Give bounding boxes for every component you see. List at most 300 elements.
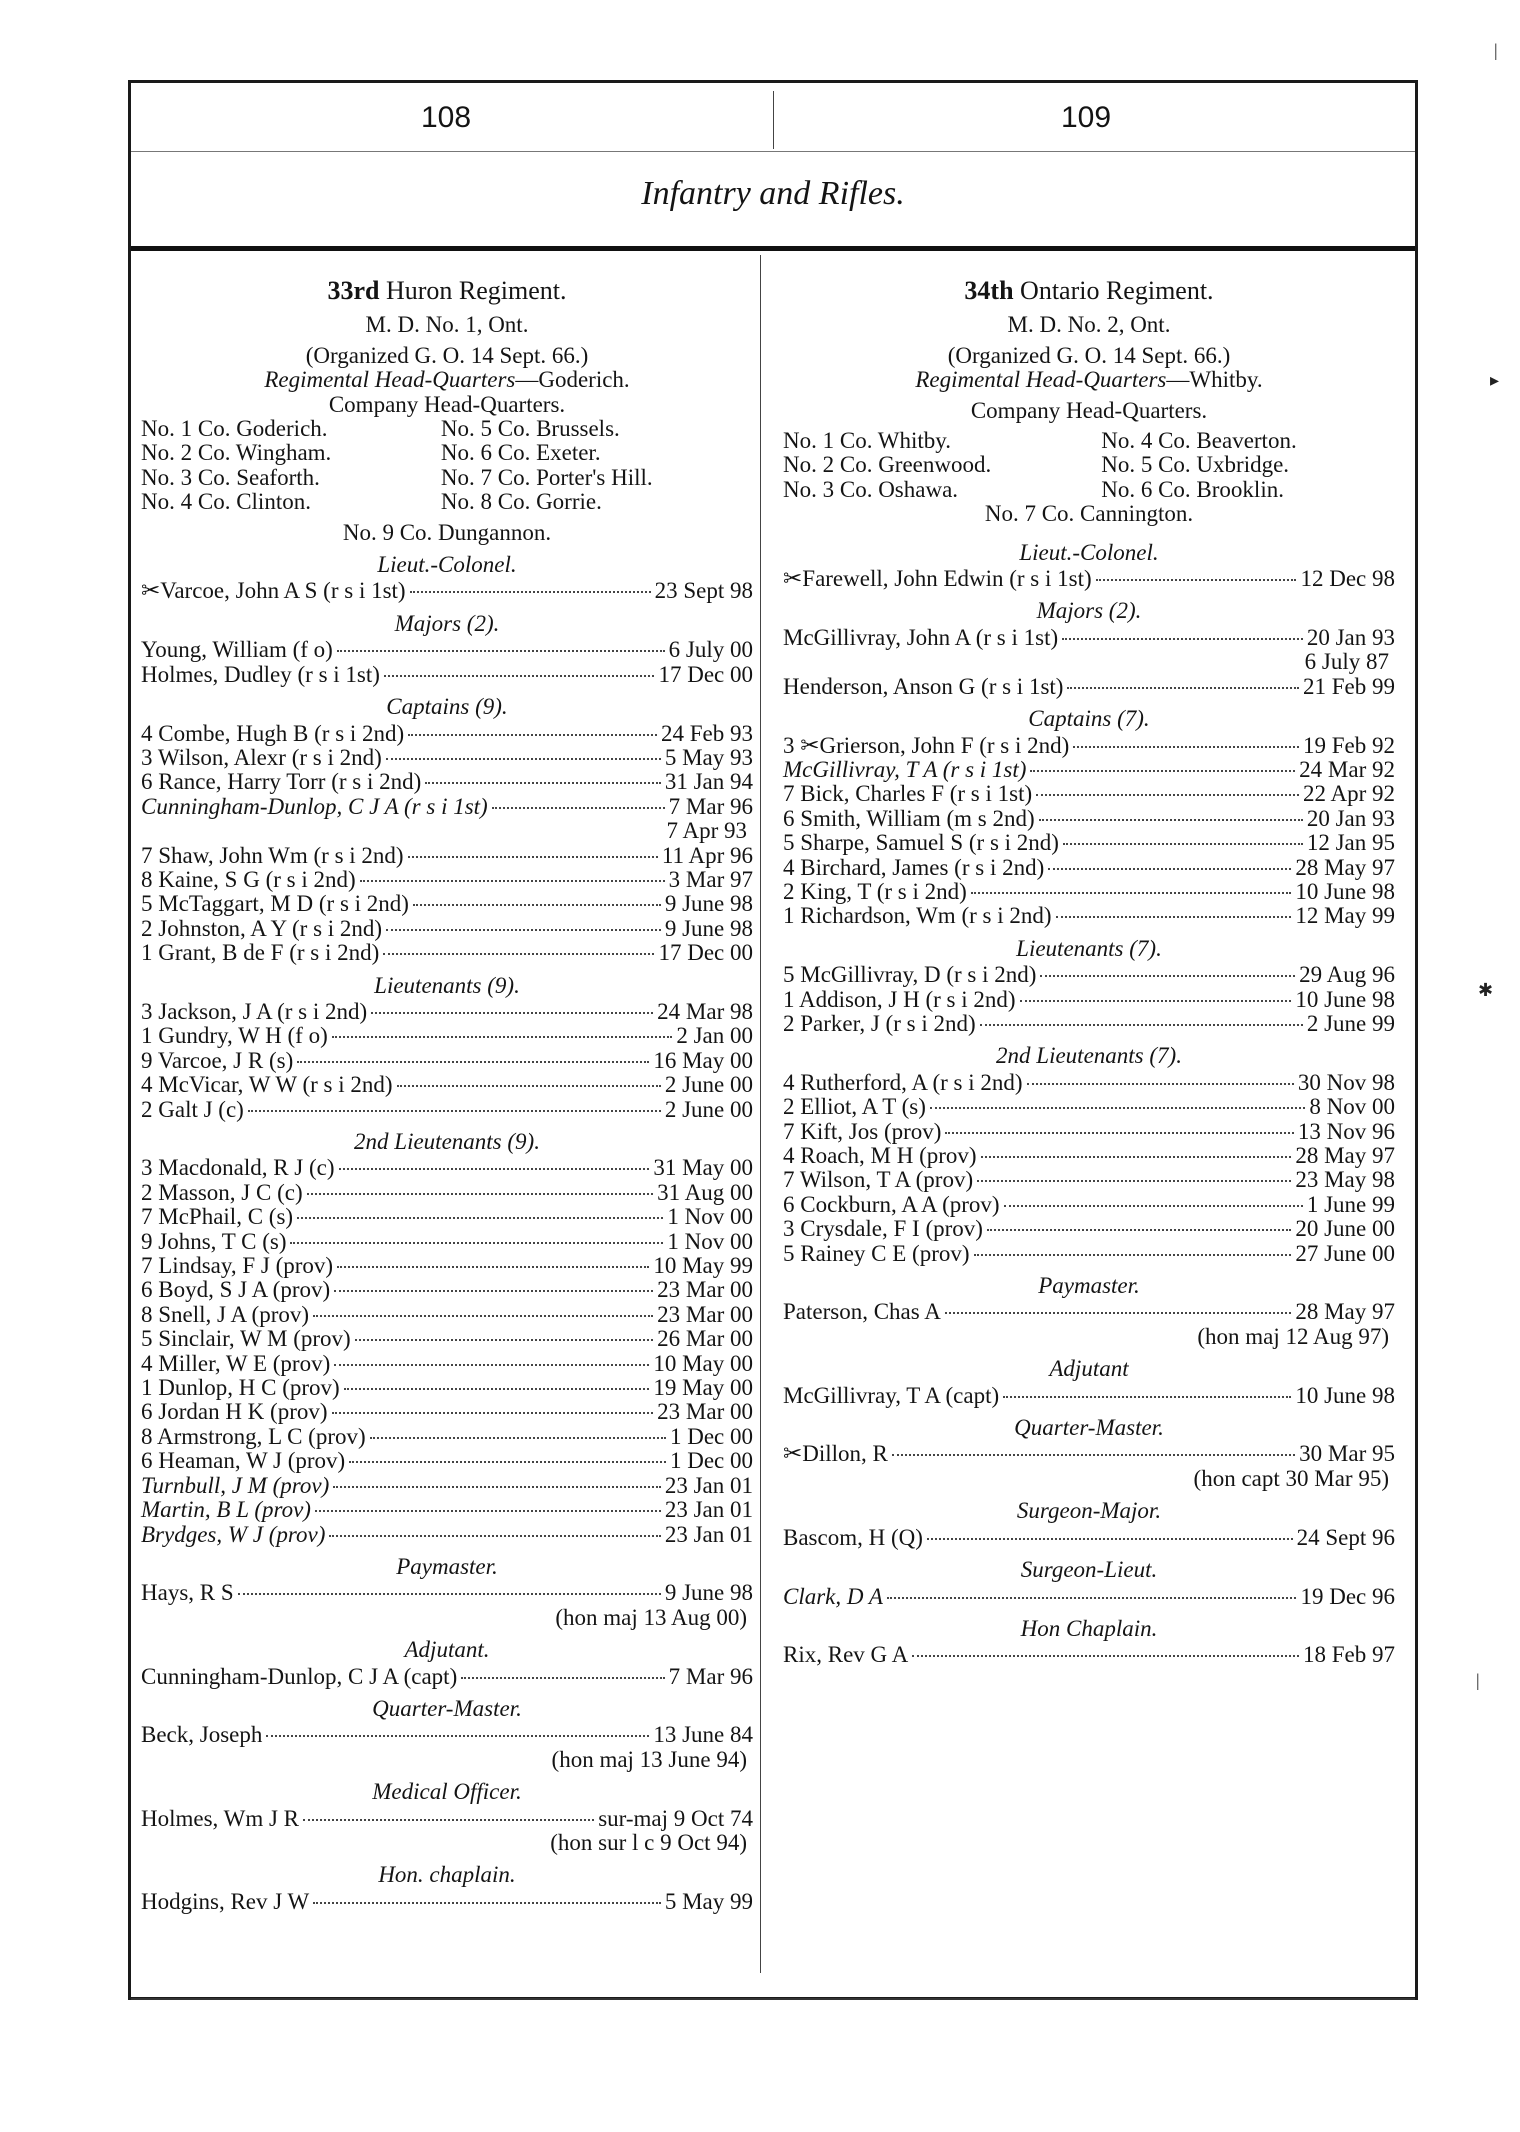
officer-name: 6 Cockburn, A A (prov) (783, 1191, 1000, 1217)
honorary-note: 6 July 87 (1304, 649, 1389, 675)
dot-leader (413, 904, 661, 906)
rank-heading: Hon Chaplain. (1020, 1615, 1158, 1641)
officer-name: 7 Lindsay, F J (prov) (141, 1253, 334, 1279)
dot-leader (371, 1012, 653, 1014)
commission-date: 5 May 99 (664, 1888, 753, 1914)
officer-entry (141, 1807, 753, 1831)
dot-leader (303, 1819, 594, 1821)
commission-date: 5 May 93 (664, 744, 753, 770)
dot-leader (1067, 687, 1299, 689)
officer-name: Martin, B L (prov) (141, 1497, 311, 1523)
officer-name: 1 Addison, J H (r s i 2nd) (783, 986, 1016, 1012)
margin-mark: ▸ (1490, 370, 1500, 390)
company-item: No. 3 Co. Oshawa. (783, 476, 959, 502)
commission-date: 21 Feb 99 (1303, 673, 1395, 699)
officer-name: 1 Dunlop, H C (prov) (141, 1375, 340, 1401)
dot-leader (370, 1437, 666, 1439)
organized-note: (Organized G. O. 14 Sept. 66.) (305, 342, 589, 368)
honorary-note: (hon maj 13 June 94) (551, 1746, 747, 1772)
officer-name: 1 Richardson, Wm (r s i 2nd) (783, 903, 1052, 929)
company-item: No. 7 Co. Porter's Hill. (440, 464, 653, 490)
officer-name: 6 Boyd, S J A (prov) (141, 1277, 331, 1303)
officer-name: 8 Armstrong, L C (prov) (141, 1423, 366, 1449)
commission-date: 23 Jan 01 (664, 1472, 753, 1498)
dot-leader (337, 1266, 649, 1268)
regiment-name: Ontario Regiment. (1020, 276, 1214, 305)
officer-entry (141, 1425, 753, 1449)
commission-date: 19 Feb 92 (1303, 732, 1395, 758)
officer-entry (783, 1643, 1395, 1667)
dot-leader (1062, 638, 1303, 640)
officer-sections (783, 541, 1395, 1668)
commission-date: 2 June 99 (1306, 1010, 1395, 1036)
bottom-rule (131, 1998, 1415, 2000)
rank-heading: Hon. chaplain. (378, 1862, 516, 1888)
officer-name: ✂Varcoe, John A S (r s i 1st) (141, 578, 406, 604)
officer-name: 4 Miller, W E (prov) (141, 1350, 331, 1376)
officer-name: 5 Rainey C E (prov) (783, 1240, 970, 1266)
commission-date: 19 May 00 (653, 1375, 753, 1401)
dot-leader (1036, 794, 1299, 796)
dot-leader (383, 953, 654, 955)
officer-name: 5 Sinclair, W M (prov) (141, 1326, 351, 1352)
dot-leader (344, 1388, 650, 1390)
company-item: No. 3 Co. Seaforth. (141, 464, 320, 490)
officer-entry (783, 1442, 1395, 1466)
regiment-ordinal: 34th (964, 276, 1014, 305)
commission-date: 9 June 98 (664, 915, 753, 941)
dot-leader (384, 675, 655, 677)
officer-entry (141, 1205, 753, 1229)
officer-entry (141, 1523, 753, 1547)
commission-date: 1 Nov 00 (667, 1204, 753, 1230)
dot-leader (397, 1085, 661, 1087)
dot-leader (974, 1254, 1292, 1256)
commission-date: 23 Mar 00 (657, 1301, 753, 1327)
commission-date: 10 June 98 (1295, 878, 1395, 904)
officer-name: Clark, D A (783, 1583, 883, 1609)
dot-leader (927, 1538, 1293, 1540)
officer-entry (783, 734, 1395, 758)
officer-name: 3 Jackson, J A (r s i 2nd) (141, 998, 368, 1024)
rank-heading: Paymaster. (1038, 1273, 1140, 1299)
officer-name: Holmes, Wm J R (141, 1805, 300, 1831)
dot-leader (1020, 1000, 1292, 1002)
company-hq-label: Company Head-Quarters. (328, 391, 566, 417)
rank-heading: 2nd Lieutenants (7). (996, 1043, 1182, 1069)
officer-name: 2 Johnston, A Y (r s i 2nd) (141, 915, 383, 941)
company-list (141, 417, 753, 515)
officer-entry (783, 1120, 1395, 1144)
officer-entry (783, 807, 1395, 831)
officer-entry (141, 579, 753, 603)
officer-entry (141, 746, 753, 770)
company-item-last: No. 7 Co. Cannington. (984, 501, 1194, 527)
dot-leader (892, 1454, 1295, 1456)
officer-name: 2 Parker, J (r s i 2nd) (783, 1010, 976, 1036)
officer-name: Cunningham-Dunlop, C J A (capt) (141, 1663, 458, 1689)
officer-entry (141, 1581, 753, 1605)
dot-leader (408, 734, 657, 736)
commission-date: 2 June 00 (664, 1096, 753, 1122)
officer-entry (141, 1303, 753, 1327)
dot-leader (410, 591, 651, 593)
honorary-note: (hon sur l c 9 Oct 94) (550, 1829, 747, 1855)
commission-date: 23 Mar 00 (657, 1277, 753, 1303)
dot-leader (945, 1132, 1293, 1134)
dot-leader (290, 1242, 663, 1244)
dot-leader (1048, 868, 1291, 870)
officer-name: 4 Rutherford, A (r s i 2nd) (783, 1069, 1023, 1095)
dot-leader (977, 1180, 1291, 1182)
commission-date: 10 June 98 (1295, 1382, 1395, 1408)
officer-entry (141, 1376, 753, 1400)
officer-name: 3 Macdonald, R J (c) (141, 1155, 335, 1181)
rank-heading: Captains (7). (1028, 706, 1150, 732)
commission-date: 20 June 00 (1295, 1216, 1395, 1242)
dot-leader (887, 1597, 1297, 1599)
dot-leader (349, 1461, 666, 1463)
dot-leader (492, 807, 665, 809)
officer-name: 8 Snell, J A (prov) (141, 1301, 310, 1327)
officer-entry (783, 1384, 1395, 1408)
officer-name: 6 Rance, Harry Torr (r s i 2nd) (141, 769, 422, 795)
margin-mark: | (1494, 40, 1498, 60)
officer-name: Rix, Rev G A (783, 1642, 909, 1668)
commission-date: 10 May 00 (653, 1350, 753, 1376)
commission-date: 8 Nov 00 (1309, 1094, 1395, 1120)
company-hq-label: Company Head-Quarters. (970, 397, 1208, 423)
officer-entry (783, 1526, 1395, 1550)
commission-date: 9 June 98 (664, 1580, 753, 1606)
commission-date: 28 May 97 (1295, 1143, 1395, 1168)
commission-date: 23 Jan 01 (664, 1497, 753, 1523)
dot-leader (386, 929, 661, 931)
company-item: No. 4 Co. Beaverton. (1101, 428, 1297, 454)
book-page (128, 80, 1418, 2000)
dot-leader (355, 1339, 653, 1341)
officer-entry (783, 1193, 1395, 1217)
commission-date: 7 Mar 96 (668, 793, 753, 819)
company-item: No. 5 Co. Uxbridge. (1101, 452, 1290, 478)
commission-date: 13 Nov 96 (1297, 1118, 1395, 1144)
officer-name: ✂Farewell, John Edwin (r s i 1st) (783, 566, 1092, 592)
header-divider (773, 91, 774, 149)
rank-heading: Lieutenants (9). (374, 972, 520, 998)
officer-name: 2 King, T (r s i 2nd) (783, 878, 967, 904)
officer-entry (141, 844, 753, 868)
officer-entry (141, 1024, 753, 1048)
commission-date: 20 Jan 93 (1306, 624, 1395, 650)
officer-name: Hodgins, Rev J W (141, 1888, 310, 1914)
rank-heading: Majors (2). (394, 610, 500, 636)
military-district: M. D. No. 2, Ont. (1007, 312, 1171, 338)
dot-leader (1096, 579, 1297, 581)
officer-name: 3 Crysdale, F I (prov) (783, 1216, 983, 1242)
officer-name: 5 McGillivray, D (r s i 2nd) (783, 962, 1037, 988)
commission-date: 13 June 84 (653, 1722, 753, 1748)
officer-name: 6 Smith, William (m s 2nd) (783, 805, 1035, 831)
company-item: No. 6 Co. Brooklin. (1101, 476, 1284, 502)
officer-entry (141, 1890, 753, 1914)
dot-leader (1056, 916, 1292, 918)
commission-date: 24 Sept 96 (1296, 1524, 1395, 1550)
dot-leader (971, 892, 1292, 894)
commission-date: 7 Mar 96 (668, 1663, 753, 1689)
honorary-note: (hon maj 13 Aug 00) (555, 1604, 747, 1630)
officer-entry (141, 1400, 753, 1424)
company-item: No. 5 Co. Brussels. (440, 416, 620, 442)
rank-heading: Quarter-Master. (372, 1695, 522, 1721)
commission-date: 17 Dec 00 (658, 940, 753, 966)
rank-heading: 2nd Lieutenants (9). (354, 1129, 540, 1154)
regiment-column-right (783, 275, 1395, 1668)
officer-entry (783, 1300, 1395, 1324)
officer-entry (783, 1012, 1395, 1036)
dot-leader (425, 782, 661, 784)
regimental-hq (141, 368, 753, 392)
honorary-note: (hon capt 30 Mar 95) (1193, 1465, 1389, 1491)
officer-name: 7 Shaw, John Wm (r s i 2nd) (141, 842, 404, 868)
commission-date: 10 June 98 (1295, 986, 1395, 1012)
dot-leader (313, 1902, 661, 1904)
commission-date: 16 May 00 (653, 1047, 753, 1073)
company-item: No. 1 Co. Whitby. (783, 428, 952, 454)
officer-name: 9 Johns, T C (s) (141, 1228, 287, 1254)
officer-entry (783, 675, 1395, 699)
dot-leader (266, 1735, 649, 1737)
officer-name: McGillivray, John A (r s i 1st) (783, 624, 1059, 650)
officer-entry (783, 988, 1395, 1012)
rank-heading: Medical Officer. (372, 1779, 522, 1805)
officer-entry (783, 880, 1395, 904)
honorary-note: 7 Apr 93 (666, 818, 747, 844)
officer-name: Henderson, Anson G (r s i 1st) (783, 673, 1064, 699)
officer-name: Beck, Joseph (141, 1722, 263, 1748)
rank-heading: Lieut.-Colonel. (377, 552, 517, 578)
company-item: No. 6 Co. Exeter. (440, 440, 601, 466)
officer-entry (141, 1665, 753, 1689)
dot-leader (930, 1107, 1305, 1109)
officer-entry (783, 963, 1395, 987)
header-rule (131, 151, 1415, 152)
commission-date: 12 May 99 (1295, 903, 1395, 929)
officer-entry (141, 1230, 753, 1254)
column-divider (760, 255, 761, 1973)
dot-leader (1063, 843, 1303, 845)
rank-heading: Adjutant. (404, 1637, 490, 1663)
commission-date: 31 May 00 (653, 1155, 753, 1181)
dot-leader (337, 650, 665, 652)
officer-name: 5 Sharpe, Samuel S (r s i 2nd) (783, 830, 1059, 856)
dot-leader (329, 1535, 660, 1537)
dot-leader (1073, 746, 1299, 748)
officer-name: 4 Combe, Hugh B (r s i 2nd) (141, 720, 405, 746)
officer-entry (783, 1242, 1395, 1266)
officer-name: 8 Kaine, S G (r s i 2nd) (141, 866, 356, 892)
officer-name: 2 Masson, J C (c) (141, 1179, 303, 1205)
officer-entry (783, 856, 1395, 880)
organized-note: (Organized G. O. 14 Sept. 66.) (947, 342, 1231, 368)
dot-leader (980, 1024, 1303, 1026)
rank-heading: Paymaster. (396, 1553, 498, 1579)
officer-entry (783, 758, 1395, 782)
officer-entry (783, 1585, 1395, 1609)
commission-date: 26 Mar 00 (657, 1326, 753, 1352)
officer-name: 7 McPhail, C (s) (141, 1204, 294, 1230)
officer-name: 7 Wilson, T A (prov) (783, 1167, 974, 1193)
company-item: No. 2 Co. Greenwood. (783, 452, 992, 478)
officer-name: 1 Gundry, W H (f o) (141, 1023, 328, 1049)
officer-name: McGillivray, T A (capt) (783, 1382, 1000, 1408)
officer-entry (141, 1049, 753, 1073)
section-title: Infantry and Rifles. (641, 175, 905, 212)
officer-entry (141, 1723, 753, 1747)
page-number-left: 108 (421, 101, 472, 134)
dot-leader (332, 1412, 654, 1414)
dot-leader (339, 1168, 650, 1170)
officer-entry (141, 1352, 753, 1376)
dot-leader (1027, 1083, 1294, 1085)
rank-heading: Lieut.-Colonel. (1019, 539, 1159, 565)
rank-heading: Adjutant (1049, 1356, 1129, 1382)
officer-entry (783, 567, 1395, 591)
officer-entry (783, 1168, 1395, 1192)
commission-date: 23 Sept 98 (654, 578, 753, 604)
rank-heading: Captains (9). (386, 694, 508, 720)
officer-name: 1 Grant, B de F (r s i 2nd) (141, 940, 380, 966)
company-item: No. 2 Co. Wingham. (141, 440, 332, 466)
dot-leader (334, 1290, 653, 1292)
officer-entry (141, 770, 753, 794)
dot-leader (297, 1061, 649, 1063)
hq-label: Regimental Head-Quarters (264, 367, 516, 393)
commission-date: 20 Jan 93 (1306, 805, 1395, 831)
officer-entry (141, 795, 753, 819)
commission-date: 12 Jan 95 (1306, 830, 1395, 856)
commission-date: 22 Apr 92 (1303, 781, 1395, 807)
officer-entry (141, 892, 753, 916)
rank-heading: Quarter-Master. (1014, 1415, 1164, 1441)
hq-place: —Goderich. (515, 367, 630, 393)
officer-name: 9 Varcoe, J R (s) (141, 1047, 294, 1073)
officer-entry (783, 1095, 1395, 1119)
rank-heading: Surgeon-Major. (1016, 1498, 1162, 1524)
company-item: No. 1 Co. Goderich. (141, 416, 328, 442)
officer-entry (141, 1449, 753, 1473)
officer-entry (141, 917, 753, 941)
dot-leader (461, 1677, 664, 1679)
officer-name: McGillivray, T A (r s i 1st) (783, 756, 1027, 782)
commission-date: 23 Jan 01 (664, 1521, 753, 1547)
officer-name: 6 Heaman, W J (prov) (141, 1448, 346, 1474)
officer-entry (141, 1474, 753, 1498)
commission-date: 6 July 00 (668, 637, 753, 663)
officer-entry (141, 1327, 753, 1351)
regiment-name: Huron Regiment. (385, 276, 567, 305)
officer-entry (141, 1098, 753, 1122)
commission-date: 24 Mar 92 (1299, 756, 1395, 782)
commission-date: 1 Nov 00 (667, 1228, 753, 1254)
rank-heading: Lieutenants (7). (1016, 935, 1162, 961)
officer-entry (141, 663, 753, 687)
officer-name: 3 Wilson, Alexr (r s i 2nd) (141, 744, 382, 770)
commission-date: 23 May 98 (1295, 1167, 1395, 1193)
company-item: No. 8 Co. Gorrie. (440, 489, 602, 515)
officer-name: 2 Elliot, A T (s) (783, 1094, 926, 1120)
dot-leader (238, 1593, 661, 1595)
officer-entry (783, 1144, 1395, 1168)
officer-name: Paterson, Chas A (783, 1299, 941, 1325)
hq-label: Regimental Head-Quarters (915, 367, 1167, 393)
company-item-last: No. 9 Co. Dungannon. (342, 519, 552, 545)
regiment-title (141, 276, 753, 305)
officer-entry (783, 1217, 1395, 1241)
officer-entry (141, 722, 753, 746)
officer-name: Hays, R S (141, 1580, 234, 1606)
commission-date: 2 Jan 00 (676, 1023, 753, 1049)
officer-name: 4 Roach, M H (prov) (783, 1143, 977, 1168)
company-list (783, 429, 1395, 502)
commission-date: 30 Mar 95 (1299, 1441, 1395, 1467)
dot-leader (1003, 1396, 1291, 1398)
commission-date: 24 Feb 93 (661, 720, 753, 746)
commission-date: 31 Aug 00 (657, 1179, 753, 1205)
commission-date: 11 Apr 96 (661, 842, 753, 868)
commission-date: 9 June 98 (664, 891, 753, 917)
regimental-hq (783, 368, 1395, 392)
dot-leader (313, 1315, 653, 1317)
margin-mark: | (1476, 1670, 1480, 1690)
page-number-right: 109 (1061, 101, 1112, 134)
officer-name: Bascom, H (Q) (783, 1524, 923, 1550)
officer-entry (141, 1498, 753, 1522)
dot-leader (297, 1217, 663, 1219)
dot-leader (248, 1110, 661, 1112)
officer-name: Turnbull, J M (prov) (141, 1472, 330, 1498)
regiment-title (783, 276, 1395, 305)
commission-date: 29 Aug 96 (1299, 962, 1395, 988)
dot-leader (945, 1312, 1292, 1314)
officer-name: Brydges, W J (prov) (141, 1521, 326, 1547)
commission-date: 30 Nov 98 (1297, 1069, 1395, 1095)
officer-entry (783, 831, 1395, 855)
officer-entry (141, 638, 753, 662)
commission-date: 1 Dec 00 (669, 1448, 753, 1474)
officer-entry (141, 1073, 753, 1097)
regiment-column-left (141, 275, 753, 1914)
officer-entry (141, 1254, 753, 1278)
title-rule (131, 246, 1415, 251)
dot-leader (981, 1156, 1292, 1158)
commission-date: 1 Dec 00 (669, 1423, 753, 1449)
officer-sections (141, 553, 753, 1914)
dot-leader (386, 758, 661, 760)
commission-date: 3 Mar 97 (668, 866, 753, 892)
dot-leader (315, 1510, 661, 1512)
officer-entry (141, 1000, 753, 1024)
commission-date: 17 Dec 00 (658, 661, 753, 687)
rank-heading: Majors (2). (1036, 598, 1142, 624)
commission-date: sur-maj 9 Oct 74 (598, 1805, 753, 1831)
officer-entry (141, 868, 753, 892)
margin-mark: ✱ (1478, 980, 1494, 1000)
dot-leader (987, 1229, 1291, 1231)
officer-name: 3 ✂Grierson, John F (r s i 2nd) (783, 732, 1070, 758)
officer-name: Holmes, Dudley (r s i 1st) (141, 661, 380, 687)
commission-date: 27 June 00 (1295, 1240, 1395, 1266)
officer-entry (783, 782, 1395, 806)
